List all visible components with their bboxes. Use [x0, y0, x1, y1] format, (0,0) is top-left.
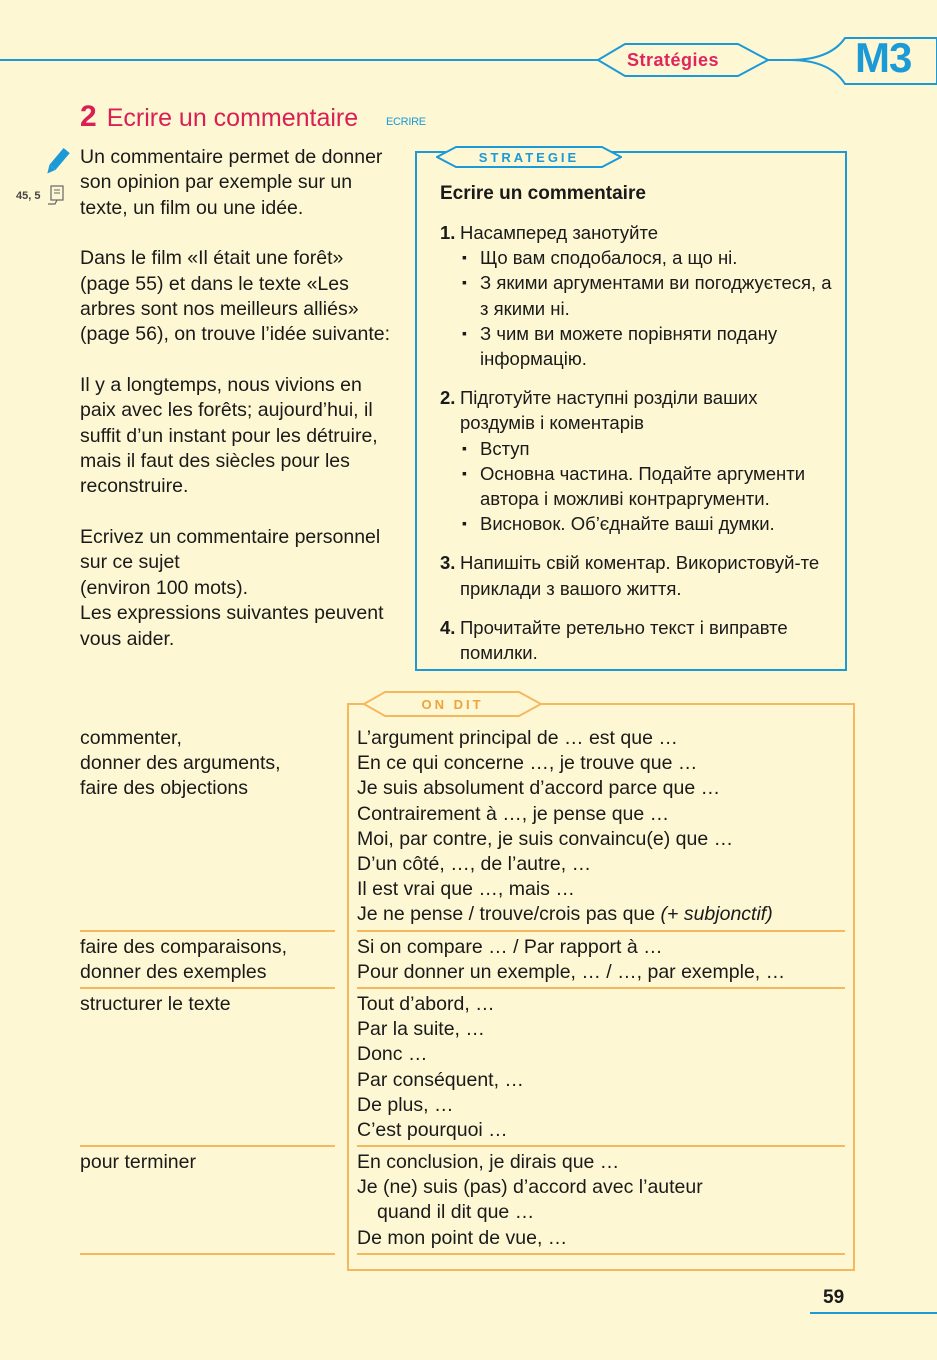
strategy-label: STRATEGIE [478, 150, 580, 165]
ondit-expressions [357, 935, 845, 985]
strategy-steps [440, 220, 835, 679]
strategy-step [440, 220, 835, 371]
task-line-1: Ecrivez un commentaire personnel sur ce sujet [80, 525, 381, 574]
strategy-step [440, 615, 835, 665]
page-number: 59 [823, 1287, 845, 1308]
strategy-step [440, 550, 835, 600]
context-paragraph: Dans le film «Il était une forêt» (page 55) et dans le texte «Les arbres sont nos meilleurs alliés» (page 56), on trouve l’idée suivante: [80, 247, 391, 346]
function-line: faire des comparaisons, [80, 936, 288, 958]
step-text: Підготуйте наступні розділи ваших роздумів і коментарів [460, 387, 758, 434]
expression-line: Pour donner un exemple, … / …, par exemple, … [357, 961, 786, 984]
strategy-heading: Ecrire un commentaire [440, 183, 646, 204]
task-line-2: (environ 100 mots). [80, 576, 248, 599]
function-line: donner des arguments, [80, 752, 281, 775]
strategy-step [440, 385, 835, 536]
step-bullet: ▪ Що вам сподобалося, а що ні. [460, 245, 835, 270]
row-divider-right [357, 1145, 845, 1147]
intro-paragraph: Un commentaire permet de donner son opinion par exemple sur un texte, un film ou une idée. [80, 146, 383, 219]
expression-line: Moi, par contre, je suis convaincu(e) que … [357, 827, 734, 850]
exercise-name: Ecrire un commentaire [106, 104, 359, 132]
expression-line [357, 902, 845, 927]
function-line: commenter, [80, 727, 182, 749]
expression-line: De mon point de vue, … [357, 1226, 568, 1249]
ondit-expressions [357, 992, 845, 1143]
expression-line: quand il dit que … [377, 1201, 535, 1224]
workbook-ref: 45, 5 [16, 190, 41, 202]
row-divider-right [357, 1253, 845, 1255]
exercise-number: 2 [80, 100, 97, 133]
expression-line: De plus, … [357, 1093, 454, 1116]
expression-line: En conclusion, je dirais que … [357, 1151, 620, 1173]
row-divider-left [80, 1145, 335, 1147]
workbook-icon [47, 185, 65, 207]
expression-line: Je (ne) suis (pas) d’accord avec l’auteur [357, 1176, 703, 1199]
step-bullet: ▪ Висновок. Об’єднайте ваші думки. [460, 511, 835, 536]
row-divider-left [80, 987, 335, 989]
section-label: Stratégies [626, 50, 720, 70]
skill-tag: ECRIRE [386, 116, 426, 128]
header-decoration [0, 0, 937, 100]
step-number: 3. [440, 552, 456, 574]
step-bullet: ▪ Вступ [460, 436, 835, 461]
module-badge: M3 [855, 34, 912, 81]
expression-line: D’un côté, …, de l’autre, … [357, 853, 592, 876]
step-number: 1. [440, 222, 456, 243]
step-text: Насамперед занотуйте [460, 222, 659, 243]
ondit-expressions [357, 726, 845, 928]
ondit-label: ON DIT [421, 697, 484, 712]
task-line-3: Les expressions suivantes peuvent vous aider. [80, 602, 384, 650]
step-number: 2. [440, 387, 456, 409]
row-divider-right [357, 930, 845, 932]
ondit-expressions [357, 1150, 845, 1251]
expression-line: L’argument principal de … est que … [357, 727, 678, 749]
expression-text: Je ne pense / trouve/crois pas que [357, 903, 661, 926]
quote-paragraph: Il y a longtemps, nous vivions en paix avec les forêts; aujourd’hui, il suffit d’un instant pour les détruire, mais il faut des siècles pour les reconstruire. [80, 373, 378, 498]
instructions [80, 145, 398, 652]
step-bullet: ▪ З якими аргументами ви погоджуєтеся, а з якими ні. [460, 270, 835, 320]
pencil-icon [40, 145, 74, 179]
ondit-function [80, 992, 335, 1017]
expression-line: C’est pourquoi … [357, 1119, 508, 1142]
step-bullet: ▪ Основна частина. Подайте аргументи автора і можливі контраргументи. [460, 461, 835, 511]
row-divider-left [80, 1253, 335, 1255]
step-text: Прочитайте ретельно текст і виправте помилки. [460, 616, 788, 664]
exercise-title [80, 100, 358, 134]
task-paragraph [80, 525, 398, 652]
ondit-function [80, 1150, 335, 1175]
function-line: structurer le texte [80, 993, 231, 1015]
expression-line: Si on compare … / Par rapport à … [357, 936, 663, 958]
expression-line: Il est vrai que …, mais … [357, 878, 575, 901]
function-line: pour terminer [80, 1151, 196, 1173]
step-text: Напишіть свій коментар. Використовуй-те приклади з вашого життя. [460, 552, 820, 599]
page-number-rule [810, 1312, 937, 1314]
expression-line: Donc … [357, 1043, 428, 1066]
expression-line: Tout d’abord, … [357, 993, 495, 1015]
expression-line: Contrairement à …, je pense que … [357, 802, 670, 825]
grammar-note: (+ subjonctif) [660, 903, 773, 926]
row-divider-left [80, 930, 335, 932]
expression-line: Par conséquent, … [357, 1068, 524, 1091]
function-line: donner des exemples [80, 961, 267, 984]
ondit-border-right [540, 703, 855, 705]
expression-line: En ce qui concerne …, je trouve que … [357, 752, 698, 775]
function-line: faire des objections [80, 777, 249, 800]
ondit-function [80, 726, 335, 802]
ondit-function [80, 935, 335, 985]
expression-line: Je suis absolument d’accord parce que … [357, 777, 721, 800]
row-divider-right [357, 987, 845, 989]
step-bullet: ▪ З чим ви можете порівняти подану інформацію. [460, 321, 835, 371]
step-number: 4. [440, 616, 456, 638]
expression-line: Par la suite, … [357, 1018, 485, 1041]
